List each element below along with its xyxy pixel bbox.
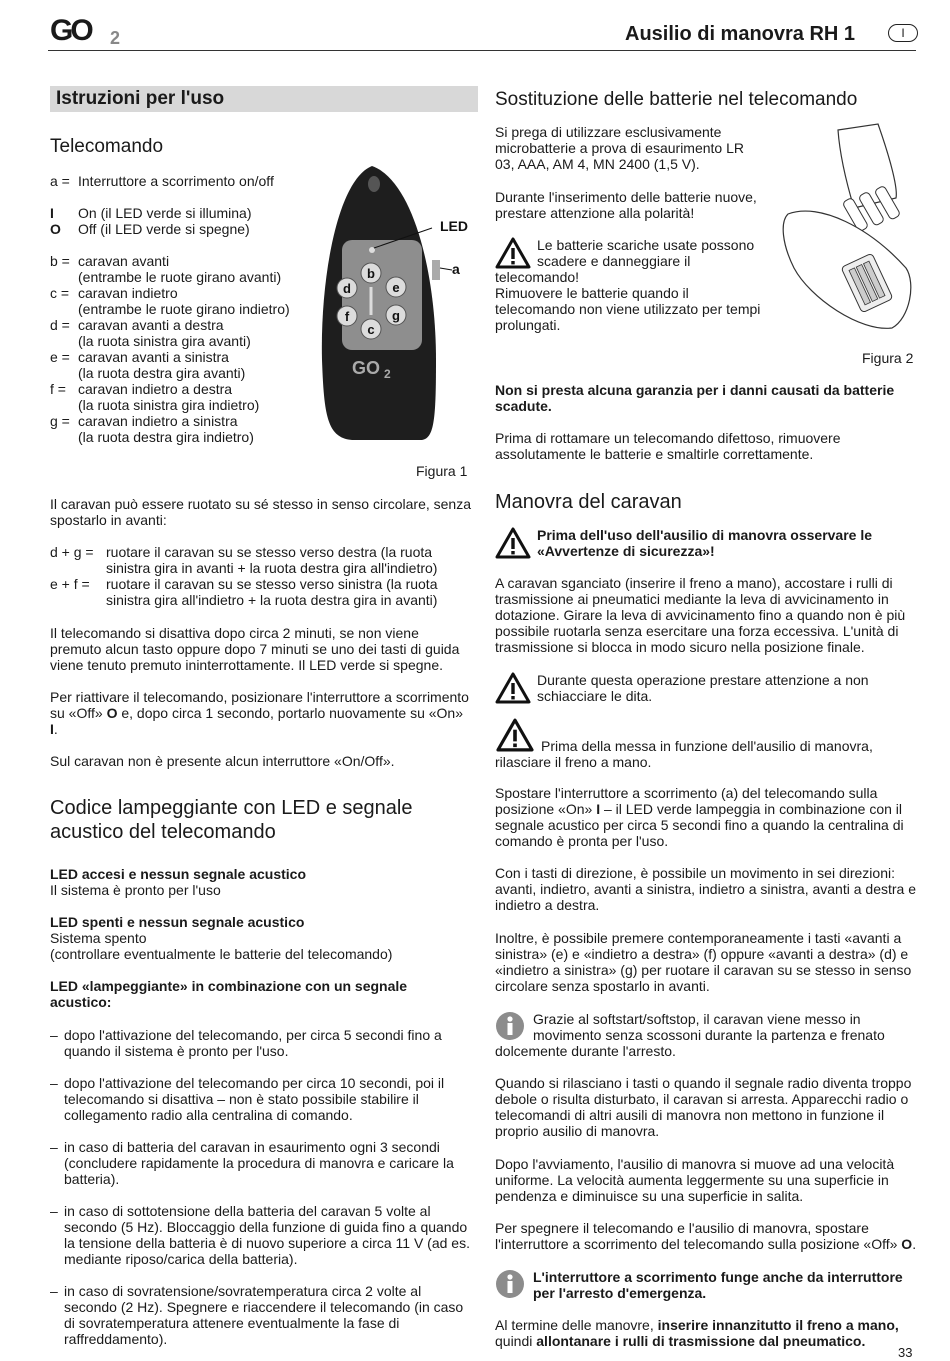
- manovra-paragraph: A caravan sganciato (inserire il freno a mano), accostare i rulli di trasmissione ai pneumatici mediante la leva di avvicinamento in dotazione. Girare la leva di avvicinamento fino a quando non è più possibile ruotarla senza esercitare una forza eccessiva. L'unità di trasmissione si blocca in modo sicuro nella posizione finale.: [495, 575, 906, 655]
- no-switch-paragraph: Sul caravan non è presente alcun interruttore «On/Off».: [50, 753, 395, 769]
- language-badge: I: [888, 24, 918, 42]
- off-paragraph: Per spegnere il telecomando e l'ausilio di manovra, spostare l'interruttore a scorrimento del telecomando sulla posizione «Off» O.: [495, 1220, 917, 1252]
- warning-icon: [495, 527, 531, 559]
- figure-2-caption: Figura 2: [862, 350, 914, 366]
- page-number: 33: [898, 1345, 913, 1360]
- button-b: b: [367, 266, 375, 281]
- section-title: Istruzioni per l'uso: [50, 86, 478, 112]
- switch-paragraph: Spostare l'interruttore a scorrimento (a) del telecomando sulla posizione «On» I – il LED verde lampeggia in combinazione con il segnale acustico per circa 5 secondi fino a quando la centralina di comando è pronta per l'uso.: [495, 785, 904, 849]
- softstart-info: Grazie al softstart/softstop, il caravan viene messo in movimento senza scossoni durante la partenza e frenato dolcemente durante l'arresto.: [495, 1011, 885, 1059]
- on-symbol-icon: I: [50, 721, 54, 737]
- legend-item-c: c = caravan indietro (entrambe le ruote girano indietro): [50, 285, 290, 317]
- brake-warning: Prima della messa in funzione dell'ausilio di manovra, rilasciare il freno a mano.: [495, 718, 917, 770]
- reactivate-paragraph: Per riattivare il telecomando, posizionare l'interruttore a scorrimento su «Off» O e, dopo circa 1 secondo, portarlo nuovamente su «On» I.: [50, 689, 469, 737]
- svg-text:GO: GO: [50, 14, 91, 46]
- led-code-heading: Codice lampeggiante con LED e segnale acustico del telecomando: [50, 797, 413, 843]
- battery-warning: Le batterie scariche usate possono scadere e danneggiare il telecomando! Rimuovere le batterie quando il telecomando non viene utilizzato per tempi prolungati.: [495, 237, 761, 333]
- figure-1-caption: Figura 1: [416, 463, 468, 479]
- remote-legend: [50, 173, 320, 445]
- combo-paragraph: Inoltre, è possibile premere contemporaneamente i tasti «avanti a sinistra» (e) e «indietro a destra» (f) oppure «avanti a destra» (d) e «indietro a sinistra» (g) per ruotare il caravan su se stesso in senso circolare senza spostarlo in avanti.: [495, 930, 912, 994]
- on-symbol-icon: I: [596, 801, 601, 817]
- battery-polarity-paragraph: Durante l'inserimento delle batterie nuove, prestare attenzione alla polarità!: [495, 189, 757, 221]
- legend-item-e: e = caravan avanti a sinistra (la ruota destra gira avanti): [50, 349, 246, 381]
- battery-replacement-figure: [780, 118, 916, 340]
- legend-item-off: O Off (il LED verde si spegne): [50, 221, 250, 237]
- led-on-title: LED accesi e nessun segnale acustico: [50, 866, 307, 882]
- deactivate-paragraph: Il telecomando si disattiva dopo circa 2 minuti, se non viene premuto alcun tasto oppure dopo 7 minuti se uno dei tasti di guida viene tenuto premuto ininterrottamente. Il LED verde si spegne.: [50, 625, 460, 673]
- battery-heading: Sostituzione delle batterie nel telecomando: [495, 89, 858, 110]
- led-off-title: LED spenti e nessun segnale acustico: [50, 914, 305, 930]
- list-item: – dopo l'attivazione del telecomando, per circa 5 secondi fino a quando il sistema è pronto per l'uso.: [50, 1027, 442, 1059]
- rotate-item: e + f = ruotare il caravan su se stesso verso sinistra (la ruota sinistra gira all'indietro + la ruota destra gira in avanti): [50, 576, 438, 608]
- blink-list: [50, 1027, 472, 1347]
- safety-warning: Prima dell'uso dell'ausilio di manovra osservare le «Avvertenze di sicurezza»!: [495, 527, 917, 559]
- led-off-text: (controllare eventualmente le batterie del telecomando): [50, 946, 393, 962]
- warranty-notice: Non si presta alcuna garanzia per i danni causati da batterie scadute.: [495, 382, 895, 414]
- manovra-heading: Manovra del caravan: [495, 491, 682, 513]
- button-e: e: [392, 280, 400, 295]
- list-item: – in caso di sottotensione della batteria del caravan 5 volte al secondo (5 Hz). Bloccaggio della funzione di guida fino a quando la tensione della batteria è di nuovo superiore a circa 11 V (ad es. mediante riposo/carica della batteria).: [50, 1203, 470, 1267]
- legend-item-d: d = caravan avanti a destra (la ruota sinistra gira avanti): [50, 317, 251, 349]
- legend-item-on: I On (il LED verde si illumina): [50, 205, 252, 221]
- warning-icon: [495, 672, 531, 704]
- legend-item-f: f = caravan indietro a destra (la ruota sinistra gira indietro): [50, 381, 260, 413]
- svg-text:2: 2: [110, 28, 121, 46]
- svg-text:2: 2: [384, 367, 391, 381]
- warning-icon: [495, 718, 535, 752]
- list-item: – in caso di sovratensione/sovratemperatura circa 2 volte al secondo (2 Hz). Spegnere e riaccendere il telecomando (in caso di sovratemperatura attenere eventualmente la fase di raffreddamento).: [50, 1283, 464, 1347]
- button-d: d: [343, 281, 351, 296]
- header-divider: [48, 50, 916, 51]
- led-off-text: Sistema spento: [50, 930, 147, 946]
- button-c: c: [367, 322, 375, 337]
- direction-paragraph: Con i tasti di direzione, è possibile un movimento in sei direzioni: avanti, indietro, avanti a sinistra, indietro a sinistra, avanti a destra e indietro a destra.: [495, 865, 916, 913]
- warning-icon: [495, 237, 531, 269]
- switch-label: a: [452, 261, 460, 277]
- rotate-list: [50, 544, 472, 608]
- release-paragraph: Quando si rilasciano i tasti o quando il segnale radio diventa troppo debole o risulta disturbato, il caravan si arresta. Apparecchi radio o telecomandi di altri ausili di manovra non mettono in funzione il proprio ausilio di manovra.: [495, 1075, 912, 1139]
- off-symbol-icon: O: [106, 705, 118, 721]
- end-paragraph: Al termine delle manovre, inserire innanzitutto il freno a mano, quindi allontanare i rulli di trasmissione dal pneumatico.: [495, 1317, 899, 1349]
- list-item: – dopo l'attivazione del telecomando per circa 10 secondi, poi il telecomando si disattiva – non è stato possibile stabilire il collegamento radio alla centralina di comando.: [50, 1075, 445, 1123]
- info-icon: [495, 1011, 525, 1041]
- button-f: f: [344, 309, 350, 324]
- led-label: LED: [440, 218, 468, 234]
- led-blink-title: LED «lampeggiante» in combinazione con un segnale acustico:: [50, 978, 408, 1010]
- svg-text:GO: GO: [352, 358, 381, 378]
- legend-item-b: b = caravan avanti (entrambe le ruote girano avanti): [50, 253, 282, 285]
- speed-paragraph: Dopo l'avviamento, l'ausilio di manovra si muove ad una velocità uniforme. La velocità aumenta leggermente su una superficie in pendenza e diminuisce su una superficie in salita.: [495, 1156, 895, 1204]
- remote-control-figure: [312, 160, 472, 445]
- rotate-intro: Il caravan può essere ruotato su sé stesso in senso circolare, senza spostarlo in avanti:: [50, 496, 471, 528]
- emergency-info: L'interruttore a scorrimento funge anche da interruttore per l'arresto d'emergenza.: [495, 1269, 917, 1301]
- go2-logo: [50, 14, 130, 46]
- list-item: – in caso di batteria del caravan in esaurimento ogni 3 secondi (concludere rapidamente la procedura di manovra e caricare la batteria).: [50, 1139, 454, 1187]
- remote-heading: Telecomando: [50, 136, 164, 157]
- battery-paragraph: Si prega di utilizzare esclusivamente microbatterie a prova di esaurimento LR 03, AAA, AM 4, MN 2400 (1,5 V).: [495, 124, 745, 172]
- page-header-title: Ausilio di manovra RH 1: [625, 23, 856, 45]
- legend-item-a: a = Interruttore a scorrimento on/off: [50, 173, 274, 189]
- button-g: g: [392, 308, 400, 323]
- rotate-item: d + g = ruotare il caravan su se stesso verso destra (la ruota sinistra gira in avanti + la ruota destra gira all'indietro): [50, 544, 438, 576]
- fingers-warning: Durante questa operazione prestare attenzione a non schiacciare le dita.: [495, 672, 917, 704]
- dispose-paragraph: Prima di rottamare un telecomando difettoso, rimuovere assolutamente le batterie e smaltirle correttamente.: [495, 430, 841, 462]
- legend-item-g: g = caravan indietro a sinistra (la ruota destra gira indietro): [50, 413, 254, 445]
- info-icon: [495, 1269, 525, 1299]
- off-symbol-icon: O: [901, 1236, 913, 1252]
- led-on-text: Il sistema è pronto per l'uso: [50, 882, 221, 898]
